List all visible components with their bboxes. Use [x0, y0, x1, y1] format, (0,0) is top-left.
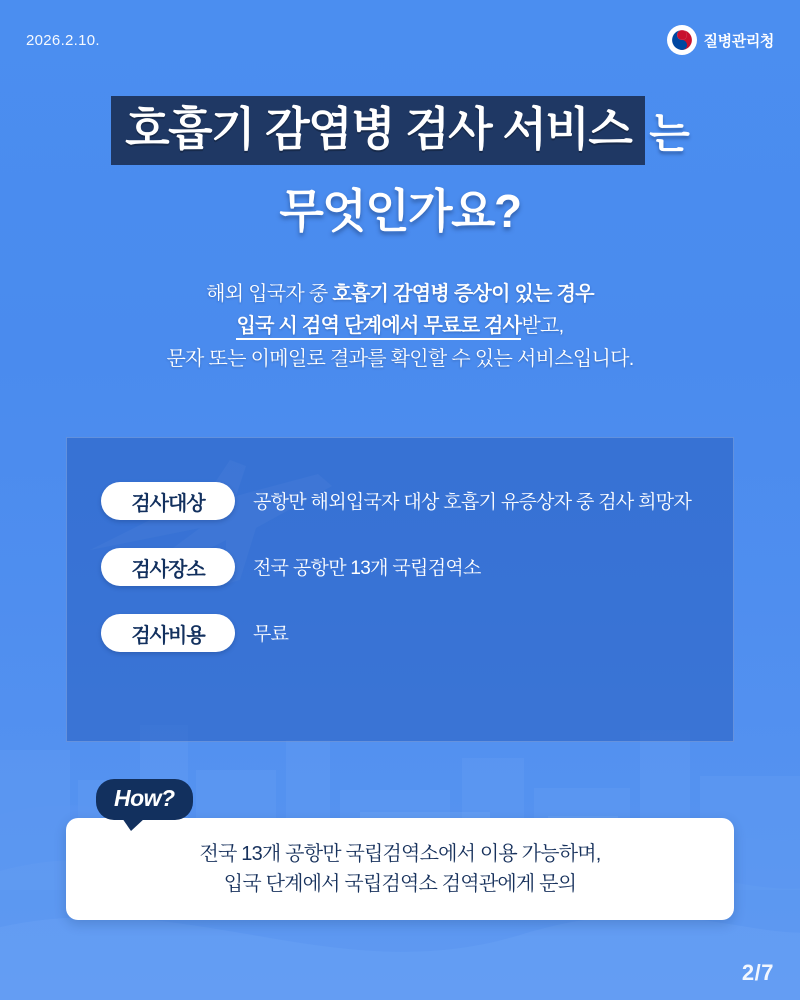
lead-line-2-bold: 입국 시 검역 단계에서 무료로 검사	[236, 315, 521, 340]
title-line-2: 무엇인가요?	[279, 185, 521, 237]
info-row	[101, 614, 699, 652]
lead-line-2-suffix: 받고,	[521, 315, 564, 338]
page-indicator: 2/7	[741, 960, 774, 985]
title-line-1	[0, 96, 800, 165]
lead-line-1-prefix: 해외 입국자 중	[206, 283, 333, 305]
agency-brand	[667, 25, 774, 55]
info-row	[101, 548, 699, 586]
title-suffix: 는	[649, 109, 689, 157]
lead-paragraph	[0, 278, 800, 375]
info-value-cost: 무료	[253, 624, 289, 645]
lead-line-1-bold: 호흡기 감염병 증상이 있는 경우	[332, 283, 594, 305]
how-callout	[66, 818, 734, 920]
how-tag: How?	[96, 779, 193, 820]
info-label-target: 검사대상	[101, 482, 235, 520]
lead-line-3: 문자 또는 이메일로 결과를 확인할 수 있는 서비스입니다.	[166, 347, 634, 370]
agency-name: 질병관리청	[703, 32, 774, 50]
lead-line-1	[0, 278, 800, 310]
info-label-cost: 검사비용	[101, 614, 235, 652]
taegeuk-circle-icon	[667, 25, 697, 55]
taegeuk-glyph	[671, 29, 693, 51]
page-title	[0, 96, 800, 241]
lead-line-2	[0, 310, 800, 342]
info-value-target: 공항만 해외입국자 대상 호흡기 유증상자 중 검사 희망자	[253, 492, 692, 513]
info-row	[101, 482, 699, 520]
header-bar	[0, 18, 800, 62]
info-panel	[66, 437, 734, 742]
info-value-location: 전국 공항만 13개 국립검역소	[253, 558, 481, 579]
info-label-location: 검사장소	[101, 548, 235, 586]
how-line-2: 입국 단계에서 국립검역소 검역관에게 문의	[223, 873, 577, 895]
how-callout-text	[199, 839, 600, 899]
how-line-1: 전국 13개 공항만 국립검역소에서 이용 가능하며,	[199, 843, 601, 865]
title-highlight: 호흡기 감염병 검사 서비스	[111, 96, 645, 165]
publish-date: 2026.2.10.	[26, 31, 100, 49]
